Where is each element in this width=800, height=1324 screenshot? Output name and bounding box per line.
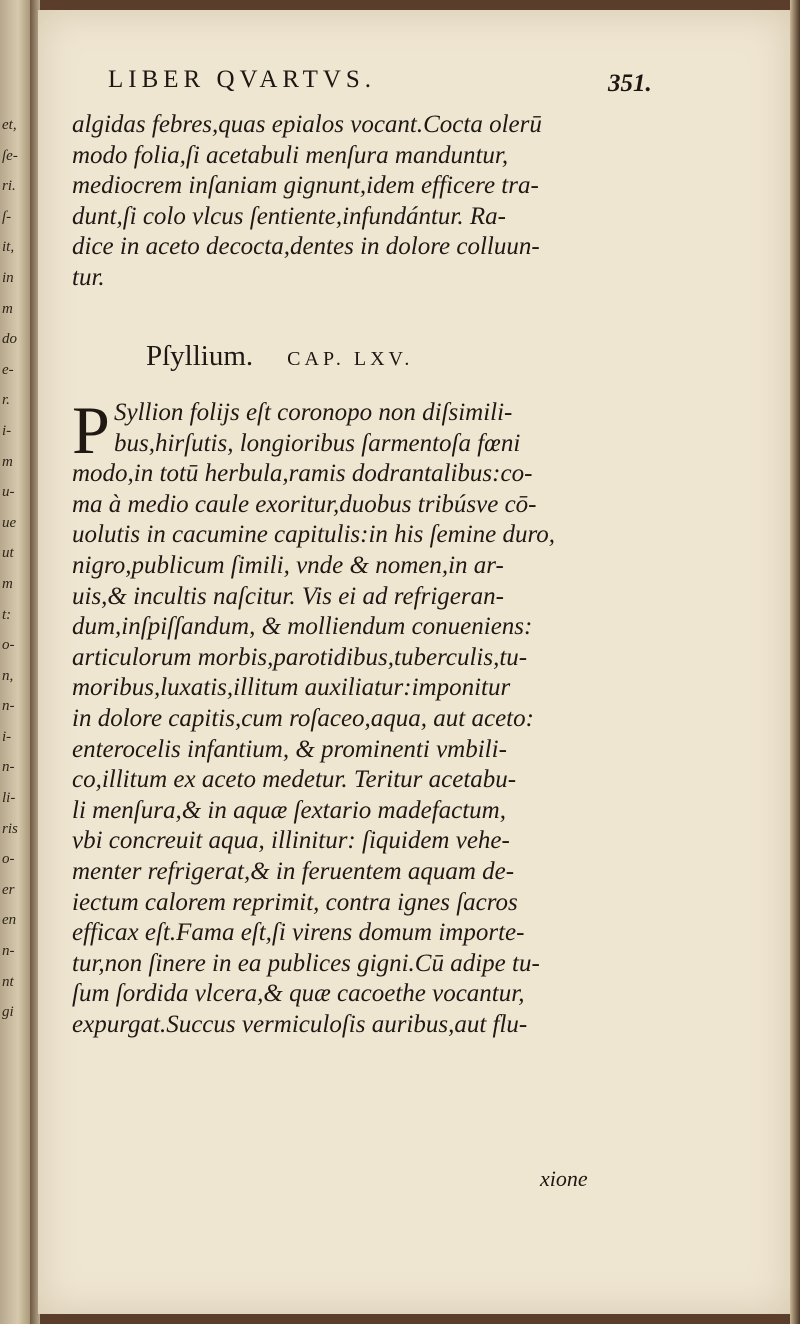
- text-line: iectum calorem reprimit, contra ignes ſacros: [72, 888, 518, 916]
- drop-cap: P: [72, 392, 110, 468]
- right-page-edge: [790, 0, 800, 1324]
- chapter-title: Pſyllium.: [146, 340, 254, 372]
- margin-fragment: n,: [2, 667, 14, 684]
- text-line: menter refrigerat,& in feruentem aquam de-: [72, 857, 515, 885]
- text-line: modo,in totū herbula,ramis dodrantalibus:co-: [72, 460, 533, 488]
- chapter-number: CAP. LXV.: [287, 348, 414, 370]
- previous-page-edge: [0, 0, 30, 1324]
- margin-fragment: ut: [2, 545, 14, 562]
- text-line: dum,inſpiſſandum, & molliendum conueniens:: [72, 613, 533, 641]
- text-line: articulorum morbis,parotidibus,tuberculis,tu-: [72, 643, 528, 671]
- margin-fragment: t:: [2, 606, 12, 623]
- margin-fragment: gi: [2, 1004, 14, 1021]
- page-number: 351.: [608, 70, 652, 97]
- text-line: efficax eſt.Fama eſt,ſi virens domum importe-: [72, 919, 525, 947]
- margin-fragment: i-: [2, 728, 12, 745]
- margin-fragment: n-: [2, 759, 15, 776]
- margin-fragment: ri.: [2, 178, 16, 195]
- margin-fragment: o-: [2, 637, 15, 654]
- margin-fragment: u-: [2, 484, 15, 501]
- text-line: li menſura,& in aquæ ſextario madefactum,: [72, 796, 506, 824]
- margin-fragment: n-: [2, 698, 15, 715]
- text-line: modo folia,ſi acetabuli menſura manduntur,: [72, 141, 509, 169]
- margin-fragment: in: [2, 269, 14, 286]
- text-line: nigro,publicum ſimili, vnde & nomen,in ar-: [72, 551, 504, 579]
- running-head: LIBER QVARTVS.: [108, 66, 377, 93]
- margin-fragment: it,: [2, 239, 15, 256]
- text-line: bus,hirſutis, longioribus ſarmentoſa fœni: [114, 429, 521, 457]
- margin-fragment: i-: [2, 422, 12, 439]
- text-line: ſum ſordida vlcera,& quæ cacoethe vocantur,: [72, 980, 525, 1008]
- text-line: co,illitum ex aceto medetur. Teritur acetabu-: [72, 766, 517, 794]
- margin-fragment: er: [2, 881, 15, 898]
- margin-fragment: o-: [2, 851, 15, 868]
- text-line: Syllion folijs eſt coronopo non diſsimili-: [114, 399, 513, 426]
- margin-fragment: ſ-: [2, 208, 12, 225]
- margin-fragment: r.: [2, 392, 10, 409]
- catchword: xione: [540, 1166, 588, 1191]
- margin-fragment: en: [2, 912, 17, 929]
- text-line: ma à medio caule exoritur,duobus tribúsve cō-: [72, 490, 537, 518]
- margin-fragment: ris: [2, 820, 18, 837]
- margin-fragment: li-: [2, 790, 16, 807]
- margin-fragment: ue: [2, 514, 17, 531]
- text-line: enterocelis infantium, & prominenti vmbili-: [72, 735, 507, 763]
- text-line: uolutis in cacumine capitulis:in his ſemine duro,: [72, 521, 556, 549]
- margin-fragment: e-: [2, 361, 14, 378]
- margin-fragment: ſe-: [2, 147, 18, 164]
- text-line: vbi concreuit aqua, illinitur: ſiquidem vehe-: [72, 827, 510, 855]
- chapter-body: [72, 392, 632, 1040]
- margin-fragment: do: [2, 331, 17, 348]
- text-line: algidas febres,quas epialos vocant.Cocta olerū: [72, 111, 542, 138]
- margin-fragment: m: [2, 300, 13, 317]
- text-line: in dolore capitis,cum roſaceo,aqua, aut aceto:: [72, 704, 534, 732]
- text-line: dice in aceto decocta,dentes in dolore colluun-: [72, 233, 540, 261]
- continued-text: [72, 110, 632, 294]
- text-line: tur.: [72, 263, 105, 291]
- margin-fragment: et,: [2, 117, 17, 133]
- margin-fragment: nt: [2, 973, 14, 990]
- text-line: expurgat.Succus vermiculoſis auribus,aut flu-: [72, 1010, 528, 1038]
- page-header: [108, 62, 668, 102]
- text-line: dunt,ſi colo vlcus ſentiente,infundántur. Ra-: [72, 202, 506, 230]
- chapter-heading: [146, 340, 413, 380]
- margin-fragment: m: [2, 453, 13, 470]
- text-line: moribus,luxatis,illitum auxiliatur:imponitur: [72, 674, 511, 702]
- margin-fragments: [0, 110, 30, 1028]
- margin-fragment: n-: [2, 943, 15, 960]
- text-line: uis,& incultis naſcitur. Vis ei ad refrigeran-: [72, 582, 504, 610]
- text-line: tur,non ſinere in ea publices gigni.Cū adipe tu-: [72, 949, 540, 977]
- text-line: mediocrem inſaniam gignunt,idem efficere tra-: [72, 172, 539, 200]
- margin-fragment: m: [2, 575, 13, 592]
